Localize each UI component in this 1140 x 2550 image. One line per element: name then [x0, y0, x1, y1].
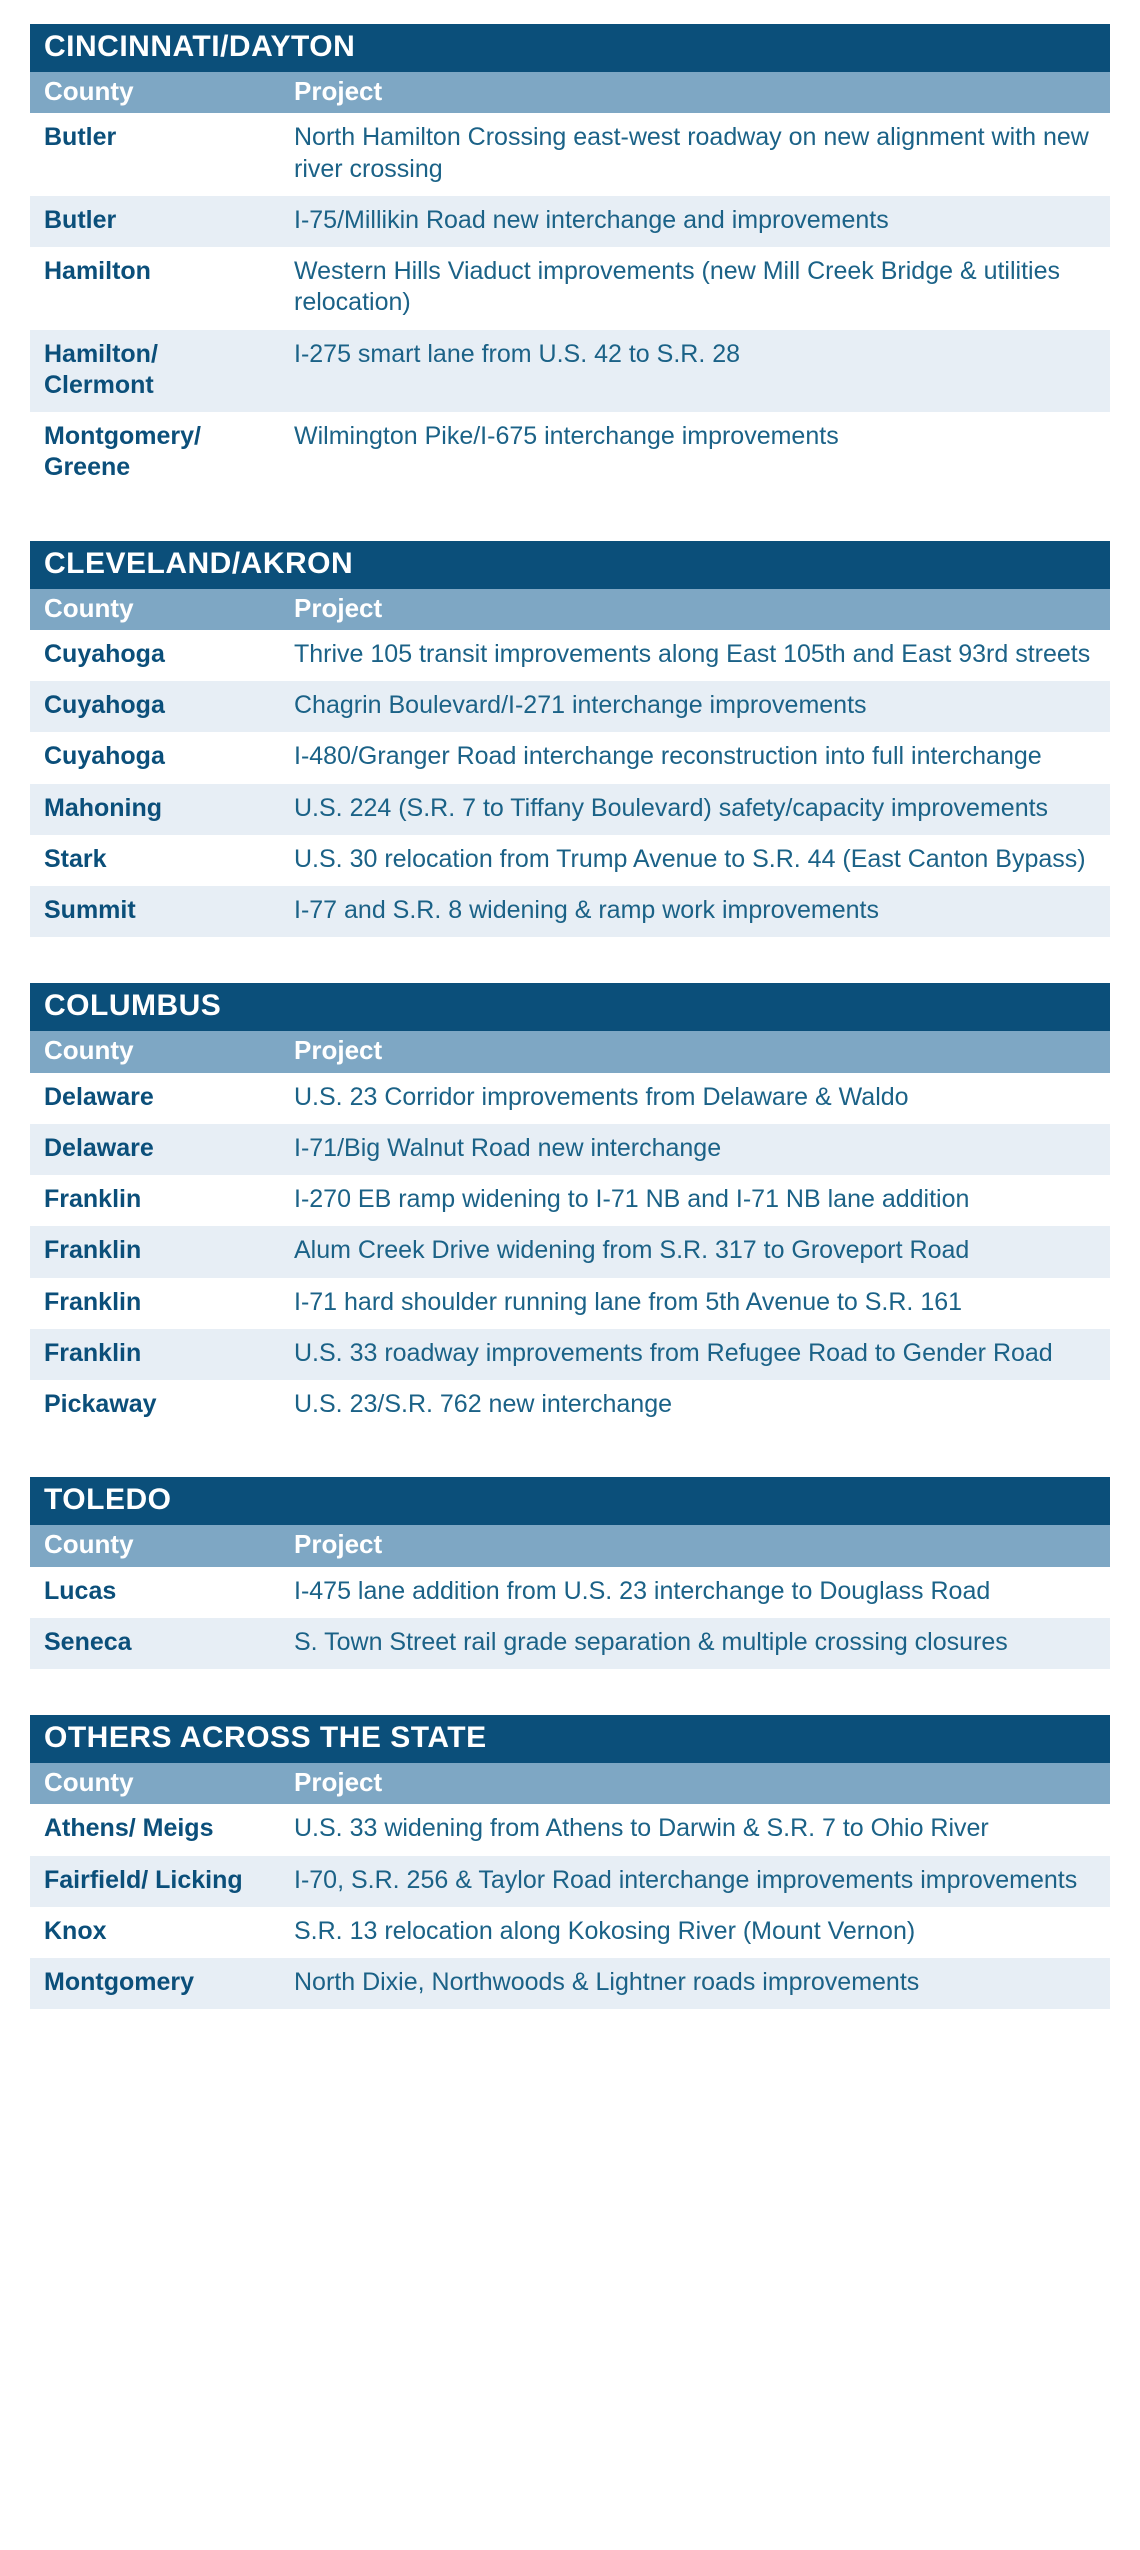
table-row — [30, 1567, 1110, 1618]
table-row — [30, 732, 1110, 783]
cell-county: Montgomery — [30, 1958, 280, 2009]
cell-county: Cuyahoga — [30, 630, 280, 681]
cell-project: U.S. 224 (S.R. 7 to Tiffany Boulevard) safety/capacity improvements — [280, 784, 1110, 835]
table-header-row — [30, 1525, 1110, 1566]
section-title: COLUMBUS — [30, 983, 1110, 1031]
column-header-county: County — [30, 1525, 280, 1566]
table-header-row — [30, 1763, 1110, 1804]
table-row — [30, 886, 1110, 937]
project-section — [30, 983, 1110, 1431]
cell-county: Athens/ Meigs — [30, 1804, 280, 1855]
sections-container — [30, 24, 1110, 2009]
cell-project: U.S. 33 roadway improvements from Refugee Road to Gender Road — [280, 1329, 1110, 1380]
cell-project: Western Hills Viaduct improvements (new Mill Creek Bridge & utilities relocation) — [280, 247, 1110, 330]
cell-county: Butler — [30, 113, 280, 196]
cell-county: Cuyahoga — [30, 732, 280, 783]
projects-table — [30, 72, 1110, 495]
cell-project: I-71/Big Walnut Road new interchange — [280, 1124, 1110, 1175]
project-section — [30, 1477, 1110, 1669]
project-section — [30, 24, 1110, 495]
cell-project: I-70, S.R. 256 & Taylor Road interchange improvements improvements — [280, 1856, 1110, 1907]
cell-county: Hamilton/ Clermont — [30, 330, 280, 413]
cell-project: S. Town Street rail grade separation & multiple crossing closures — [280, 1618, 1110, 1669]
cell-project: U.S. 33 widening from Athens to Darwin & S.R. 7 to Ohio River — [280, 1804, 1110, 1855]
table-row — [30, 1175, 1110, 1226]
column-header-county: County — [30, 1763, 280, 1804]
cell-project: I-275 smart lane from U.S. 42 to S.R. 28 — [280, 330, 1110, 413]
table-row — [30, 630, 1110, 681]
cell-county: Montgomery/ Greene — [30, 412, 280, 495]
column-header-county: County — [30, 72, 280, 113]
cell-county: Franklin — [30, 1329, 280, 1380]
project-section — [30, 541, 1110, 938]
cell-county: Pickaway — [30, 1380, 280, 1431]
cell-county: Seneca — [30, 1618, 280, 1669]
section-title: CLEVELAND/AKRON — [30, 541, 1110, 589]
table-row — [30, 1380, 1110, 1431]
table-row — [30, 247, 1110, 330]
table-row — [30, 196, 1110, 247]
table-row — [30, 1073, 1110, 1124]
cell-county: Fairfield/ Licking — [30, 1856, 280, 1907]
cell-county: Hamilton — [30, 247, 280, 330]
column-header-project: Project — [280, 589, 1110, 630]
cell-project: Chagrin Boulevard/I-271 interchange improvements — [280, 681, 1110, 732]
cell-project: S.R. 13 relocation along Kokosing River (Mount Vernon) — [280, 1907, 1110, 1958]
table-header-row — [30, 1031, 1110, 1072]
cell-county: Franklin — [30, 1175, 280, 1226]
table-row — [30, 1804, 1110, 1855]
project-section — [30, 1715, 1110, 2009]
table-row — [30, 412, 1110, 495]
cell-county: Summit — [30, 886, 280, 937]
cell-project: I-480/Granger Road interchange reconstruction into full interchange — [280, 732, 1110, 783]
table-row — [30, 1124, 1110, 1175]
table-row — [30, 681, 1110, 732]
cell-county: Knox — [30, 1907, 280, 1958]
cell-project: I-71 hard shoulder running lane from 5th Avenue to S.R. 161 — [280, 1278, 1110, 1329]
table-row — [30, 784, 1110, 835]
cell-county: Butler — [30, 196, 280, 247]
cell-project: North Dixie, Northwoods & Lightner roads improvements — [280, 1958, 1110, 2009]
table-row — [30, 1278, 1110, 1329]
column-header-project: Project — [280, 72, 1110, 113]
cell-project: I-75/Millikin Road new interchange and improvements — [280, 196, 1110, 247]
table-row — [30, 1618, 1110, 1669]
projects-table — [30, 1525, 1110, 1669]
table-row — [30, 1907, 1110, 1958]
cell-project: I-475 lane addition from U.S. 23 interchange to Douglass Road — [280, 1567, 1110, 1618]
section-title: CINCINNATI/DAYTON — [30, 24, 1110, 72]
table-header-row — [30, 72, 1110, 113]
cell-county: Franklin — [30, 1278, 280, 1329]
table-row — [30, 1226, 1110, 1277]
column-header-county: County — [30, 589, 280, 630]
cell-project: Alum Creek Drive widening from S.R. 317 to Groveport Road — [280, 1226, 1110, 1277]
table-row — [30, 330, 1110, 413]
cell-county: Lucas — [30, 1567, 280, 1618]
cell-county: Franklin — [30, 1226, 280, 1277]
table-row — [30, 1329, 1110, 1380]
section-title: OTHERS ACROSS THE STATE — [30, 1715, 1110, 1763]
cell-county: Delaware — [30, 1073, 280, 1124]
cell-project: U.S. 23/S.R. 762 new interchange — [280, 1380, 1110, 1431]
projects-table — [30, 1031, 1110, 1431]
cell-county: Delaware — [30, 1124, 280, 1175]
cell-project: North Hamilton Crossing east-west roadway on new alignment with new river crossing — [280, 113, 1110, 196]
projects-table — [30, 1763, 1110, 2009]
table-row — [30, 113, 1110, 196]
cell-project: I-77 and S.R. 8 widening & ramp work improvements — [280, 886, 1110, 937]
table-row — [30, 835, 1110, 886]
projects-table — [30, 589, 1110, 938]
cell-project: Wilmington Pike/I-675 interchange improvements — [280, 412, 1110, 495]
column-header-project: Project — [280, 1763, 1110, 1804]
cell-county: Mahoning — [30, 784, 280, 835]
cell-project: U.S. 23 Corridor improvements from Delaware & Waldo — [280, 1073, 1110, 1124]
cell-project: I-270 EB ramp widening to I-71 NB and I-71 NB lane addition — [280, 1175, 1110, 1226]
table-row — [30, 1856, 1110, 1907]
cell-county: Stark — [30, 835, 280, 886]
column-header-project: Project — [280, 1031, 1110, 1072]
cell-project: Thrive 105 transit improvements along East 105th and East 93rd streets — [280, 630, 1110, 681]
column-header-project: Project — [280, 1525, 1110, 1566]
table-header-row — [30, 589, 1110, 630]
section-title: TOLEDO — [30, 1477, 1110, 1525]
table-row — [30, 1958, 1110, 2009]
cell-county: Cuyahoga — [30, 681, 280, 732]
column-header-county: County — [30, 1031, 280, 1072]
cell-project: U.S. 30 relocation from Trump Avenue to S.R. 44 (East Canton Bypass) — [280, 835, 1110, 886]
